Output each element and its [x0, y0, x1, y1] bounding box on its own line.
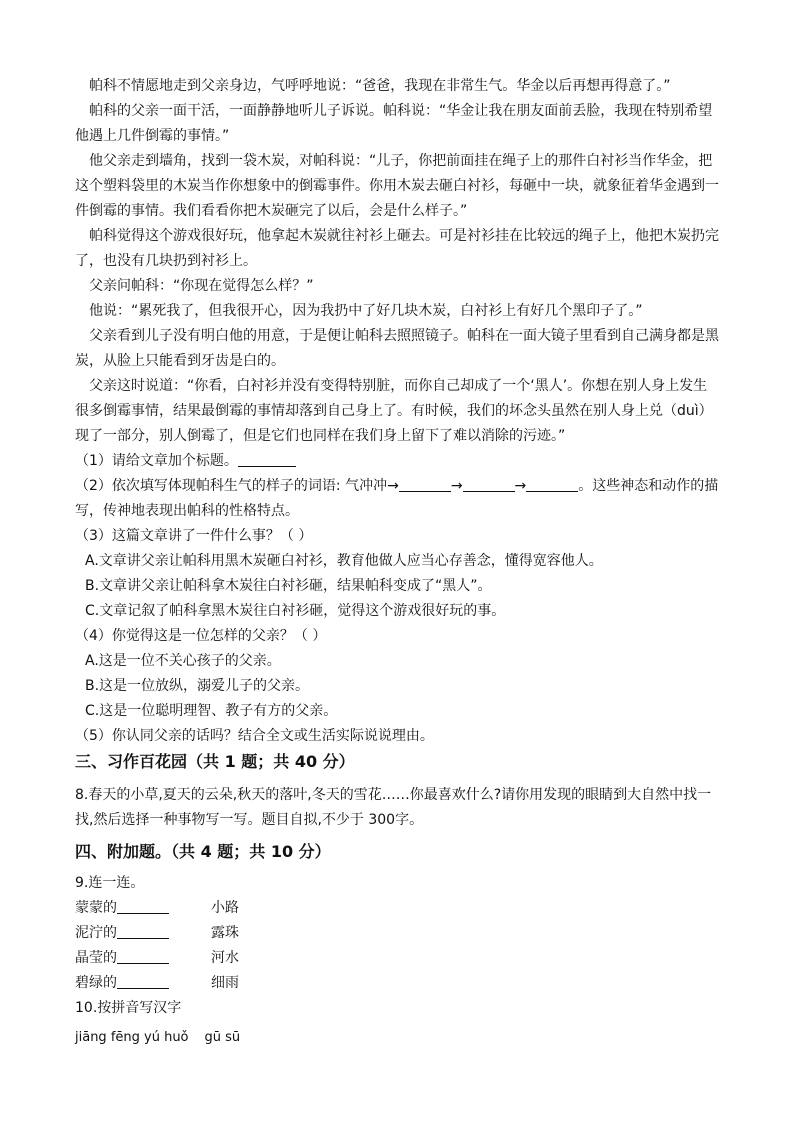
story-paragraph-3: 他父亲走到墙角，找到一袋木炭，对帕科说：“儿子，你把前面挂在绳子上的那件白衬衫当作华金，把这个塑料袋里的木炭当作你想象中的倒霉事件。你用木炭去砸白衬衫，每砸中一块，就象征着华金遇到一件倒霉的事情。我们看看你把木炭砸完了以后，会是什么样子。” [75, 153, 719, 219]
story-paragraph-6: 他说：“累死我了，但我很开心，因为我扔中了好几块木炭，白衬衫上有好几个黑印子了。” [89, 303, 643, 319]
question-1-text: （1）请给文章加个标题。 [75, 453, 238, 469]
story-paragraph-8: 父亲这时说道：“你看，白衬衫并没有变得特别脏，而你自己却成了一个‘黑人’。你想在别人身上发生很多倒霉事情，结果最倒霉的事情却落到自己身上了。有时候，我们的坏念头虽然在别人身上兑（duì）现了一部分，别人倒霉了，但是它们也同样在我们身上留下了难以消除的污迹。” [75, 378, 713, 444]
question-3-option-a[interactable]: A.文章讲父亲让帕科用黑木炭砸白衬衫，教育他做人应当心存善念，懂得宽容他人。 [85, 553, 603, 569]
story-paragraph-4: 帕科觉得这个游戏很好玩，他拿起木炭就往衬衫上砸去。可是衬衫挂在比较远的绳子上，他把木炭扔完了，也没有几块扔到衬衫上。 [75, 228, 719, 269]
word-blank-1[interactable] [399, 476, 451, 492]
question-5: （5）你认同父亲的话吗？结合全文或生活实际说说理由。 [75, 728, 434, 744]
question-4-option-b[interactable]: B.这是一位放纵，溺爱儿子的父亲。 [85, 678, 310, 694]
match-left-4[interactable]: 碧绿的 [75, 971, 169, 996]
match-row-3 [75, 946, 720, 971]
match-right-3[interactable]: 河水 [211, 950, 239, 966]
question-3-option-c[interactable]: C.文章记叙了帕科拿黑木炭往白衬衫砸，觉得这个游戏很好玩的事。 [85, 603, 506, 619]
story-paragraph-7: 父亲看到儿子没有明白他的用意，于是便让帕科去照照镜子。帕科在一面大镜子里看到自己满身都是黑炭，从脸上只能看到牙齿是白的。 [75, 328, 719, 369]
match-right-1[interactable]: 小路 [211, 900, 239, 916]
match-blank-2[interactable] [117, 923, 169, 939]
match-blank-3[interactable] [117, 948, 169, 964]
question-4: （4）你觉得这是一位怎样的父亲？（ ） [75, 628, 327, 644]
match-right-2[interactable]: 露珠 [211, 925, 239, 941]
question-1 [75, 449, 720, 474]
pinyin-line [75, 1025, 720, 1050]
word-blank-3[interactable] [526, 476, 578, 492]
match-blank-1[interactable] [117, 898, 169, 914]
arrow-2: → [514, 478, 527, 494]
question-4-option-c[interactable]: C.这是一位聪明理智、教子有方的父亲。 [85, 703, 338, 719]
reading-passage [75, 74, 720, 449]
match-row-1 [75, 896, 720, 921]
match-left-3[interactable]: 晶莹的 [75, 946, 169, 971]
word-blank-2[interactable] [463, 476, 515, 492]
question-3: （3）这篇文章讲了一件什么事？（ ） [75, 528, 313, 544]
match-right-4[interactable]: 细雨 [211, 975, 239, 991]
question-3-option-b[interactable]: B.文章讲父亲让帕科拿木炭往白衬衫砸，结果帕科变成了“黑人”。 [85, 578, 492, 594]
question-2 [75, 474, 720, 524]
matching-exercise [75, 896, 720, 996]
section-4-heading: 四、附加题。（共 4 题；共 10 分） [75, 842, 331, 861]
story-paragraph-2: 帕科的父亲一面干活，一面静静地听儿子诉说。帕科说：“华金让我在朋友面前丢脸，我现在特别希望他遇上几件倒霉的事情。” [75, 103, 713, 144]
section-3-heading: 三、习作百花园（共 1 题；共 40 分） [75, 752, 355, 771]
arrow-1: → [450, 478, 463, 494]
reading-questions [75, 449, 720, 749]
pinyin-1: jiāng fēng yú huǒ [75, 1030, 189, 1045]
match-left-2[interactable]: 泥泞的 [75, 921, 169, 946]
match-row-4 [75, 971, 720, 996]
question-10: 10.按拼音写汉字 [75, 1000, 182, 1016]
question-2-text-b: 。这些神态和动作的描写，传神地表现出帕科的性格特点。 [75, 478, 719, 519]
match-blank-4[interactable] [117, 973, 169, 989]
match-left-1[interactable]: 蒙蒙的 [75, 896, 169, 921]
exam-page [75, 74, 720, 1063]
question-2-text-a: （2）依次填写体现帕科生气的样子的词语: 气冲冲→ [75, 478, 399, 494]
match-row-2 [75, 921, 720, 946]
title-answer-blank[interactable] [238, 451, 296, 467]
question-4-option-a[interactable]: A.这是一位不关心孩子的父亲。 [85, 653, 281, 669]
question-8: 8.春天的小草,夏天的云朵,秋天的落叶,冬天的雪花……你最喜欢什么?请你用发现的眼睛到大自然中找一找,然后选择一种事物写一写。题目自拟,不少于 300字。 [75, 787, 712, 828]
pinyin-2: gū sū [204, 1030, 241, 1045]
story-paragraph-1: 帕科不情愿地走到父亲身边，气呼呼地说：“爸爸，我现在非常生气。华金以后再想再得意了。” [89, 78, 671, 94]
question-9: 9.连一连。 [75, 875, 145, 891]
story-paragraph-5: 父亲问帕科：“你现在觉得怎么样？” [89, 278, 314, 294]
